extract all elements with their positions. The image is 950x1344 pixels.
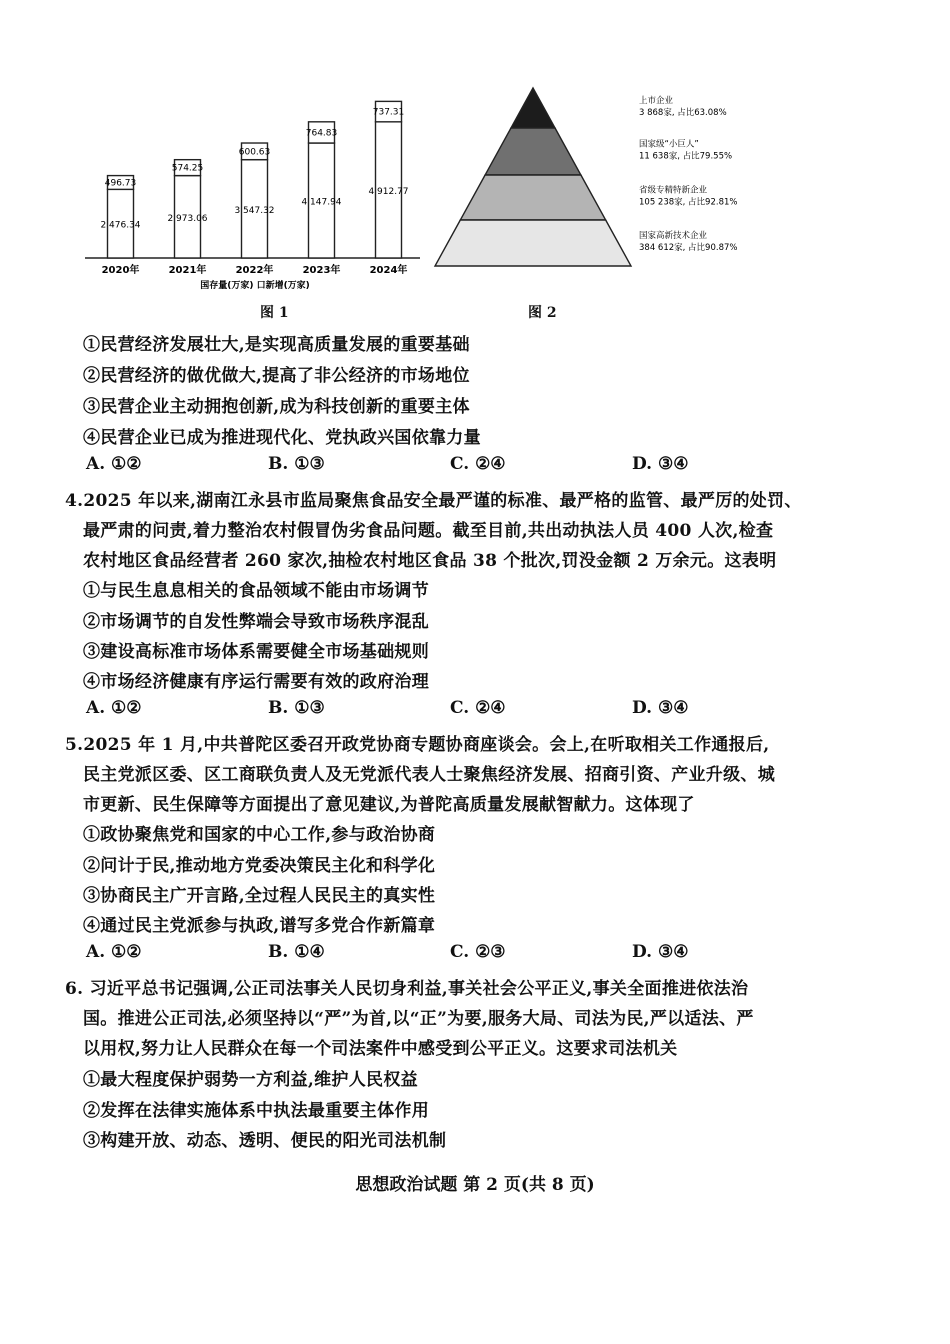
q4-option-b[interactable]: B. ①③: [268, 698, 325, 718]
q5-item-2: ②问计于民,推动地方党委决策民主化和科学化: [83, 856, 436, 876]
q4-stem-line-1: 4.2025 年以来,湖南江永县市监局聚焦食品安全最严谨的标准、最严格的监管、最严厉的处罚、: [65, 491, 802, 511]
x-tick-label-4: 2024年: [369, 265, 408, 276]
q3-item-2: ②民营经济的做优做大,提高了非公经济的市场地位: [83, 366, 470, 386]
pyramid-label-value-2: 105 238家, 占比92.81%: [639, 197, 738, 208]
q4-option-d[interactable]: D. ③④: [632, 698, 689, 718]
q6-item-2: ②发挥在法律实施体系中执法最重要主体作用: [83, 1101, 429, 1121]
q5-option-a[interactable]: A. ①②: [86, 942, 142, 962]
bar-stock-label-0: 2 476.34: [100, 220, 141, 231]
bar-stock-label-4: 4 912.77: [368, 186, 409, 197]
bar-new-label-4: 737.31: [372, 107, 405, 118]
q3-item-4: ④民营企业已成为推进现代化、党执政兴国依靠力量: [83, 428, 481, 448]
q4-stem-line-2: 最严肃的问责,着力整治农村假冒伪劣食品问题。截至目前,共出动执法人员 400 人次,检查: [83, 521, 774, 541]
q6-item-1: ①最大程度保护弱势一方利益,维护人民权益: [83, 1070, 418, 1090]
q3-option-d[interactable]: D. ③④: [632, 454, 689, 474]
q5-item-1: ①政协聚焦党和国家的中心工作,参与政治协商: [83, 825, 436, 845]
x-tick-label-2: 2022年: [235, 265, 274, 276]
pyramid-label-value-3: 384 612家, 占比90.87%: [639, 243, 738, 253]
pyramid-label-title-2: 省级专精特新企业: [639, 185, 708, 196]
bar-new-label-2: 600.63: [238, 147, 271, 158]
q3-option-c[interactable]: C. ②④: [450, 454, 506, 474]
x-tick-labels: [102, 263, 408, 276]
q3-item-1: ①民营经济发展壮大,是实现高质量发展的重要基础: [83, 335, 470, 355]
q5-option-d[interactable]: D. ③④: [632, 942, 689, 962]
figure1-legend: 国存量(万家) 口新增(万家): [200, 281, 310, 291]
pyramid-level-3: [435, 220, 631, 266]
q5-stem-line-3: 市更新、民生保障等方面提出了意见建议,为普陀高质量发展献智献力。这体现了: [83, 795, 695, 815]
q5-stem-line-2: 民主党派区委、区工商联负责人及无党派代表人士聚焦经济发展、招商引资、产业升级、城: [83, 765, 775, 785]
q3-option-b[interactable]: B. ①③: [268, 454, 325, 474]
bar-new-label-3: 764.83: [305, 128, 338, 139]
bar-stock-label-1: 2 973.06: [167, 213, 208, 224]
figure1-caption: 图 1: [260, 305, 289, 321]
figure2-pyramid: [428, 80, 738, 280]
q6-stem-line-1: 6. 习近平总书记强调,公正司法事关人民切身利益,事关社会公平正义,事关全面推进依法治: [65, 979, 749, 999]
q5-item-3: ③协商民主广开言路,全过程人民民主的真实性: [83, 886, 436, 906]
bar-group: [100, 101, 408, 258]
q5-item-4: ④通过民主党派参与执政,谱写多党合作新篇章: [83, 916, 436, 936]
pyramid-levels: [435, 88, 737, 266]
q4-item-2: ②市场调节的自发性弊端会导致市场秩序混乱: [83, 612, 429, 632]
pyramid-label-title-0: 上市企业: [639, 96, 674, 106]
q6-stem-line-2: 国。推进公正司法,必须坚持以“严”为首,以“正”为要,服务大局、司法为民,严以适法、严: [83, 1009, 754, 1029]
x-tick-label-1: 2021年: [168, 265, 207, 276]
q4-stem-line-3: 农村地区食品经营者 260 家次,抽检农村地区食品 38 个批次,罚没金额 2 万余元。这表明: [83, 551, 777, 571]
q4-item-4: ④市场经济健康有序运行需要有效的政府治理: [83, 672, 429, 692]
figure2-caption: 图 2: [528, 305, 557, 321]
x-tick-label-0: 2020年: [101, 265, 140, 276]
bar-new-label-0: 496.73: [104, 178, 137, 189]
figure1-bar-chart: [85, 92, 420, 302]
q6-stem-line-3: 以用权,努力让人民群众在每一个司法案件中感受到公平正义。这要求司法机关: [83, 1039, 678, 1059]
q5-option-c[interactable]: C. ②③: [450, 942, 506, 962]
pyramid-level-2: [460, 175, 605, 220]
pyramid-label-value-1: 11 638家, 占比79.55%: [639, 151, 733, 162]
pyramid-level-0: [511, 88, 555, 128]
bar-stock-label-2: 3 547.32: [234, 205, 275, 216]
q4-item-1: ①与民生息息相关的食品领域不能由市场调节: [83, 581, 429, 601]
pyramid-label-title-3: 国家高新技术企业: [639, 231, 708, 241]
page-footer: 思想政治试题 第 2 页(共 8 页): [355, 1175, 595, 1195]
q5-stem-line-1: 5.2025 年 1 月,中共普陀区委召开政党协商专题协商座谈会。会上,在听取相关工作通报后,: [65, 735, 770, 755]
q3-item-3: ③民营企业主动拥抱创新,成为科技创新的重要主体: [83, 397, 470, 417]
q4-item-3: ③建设高标准市场体系需要健全市场基础规则: [83, 642, 429, 662]
q6-item-3: ③构建开放、动态、透明、便民的阳光司法机制: [83, 1131, 447, 1151]
pyramid-level-1: [485, 128, 581, 175]
pyramid-label-title-1: 国家级“小巨人”: [639, 139, 699, 150]
q5-option-b[interactable]: B. ①④: [268, 942, 325, 962]
q3-option-a[interactable]: A. ①②: [86, 454, 142, 474]
bar-stock-label-3: 4 147.94: [301, 197, 342, 208]
q4-option-c[interactable]: C. ②④: [450, 698, 506, 718]
x-tick-label-3: 2023年: [302, 265, 341, 276]
pyramid-label-value-0: 3 868家, 占比63.08%: [639, 108, 727, 118]
q4-option-a[interactable]: A. ①②: [86, 698, 142, 718]
bar-new-label-1: 574.25: [171, 163, 204, 174]
